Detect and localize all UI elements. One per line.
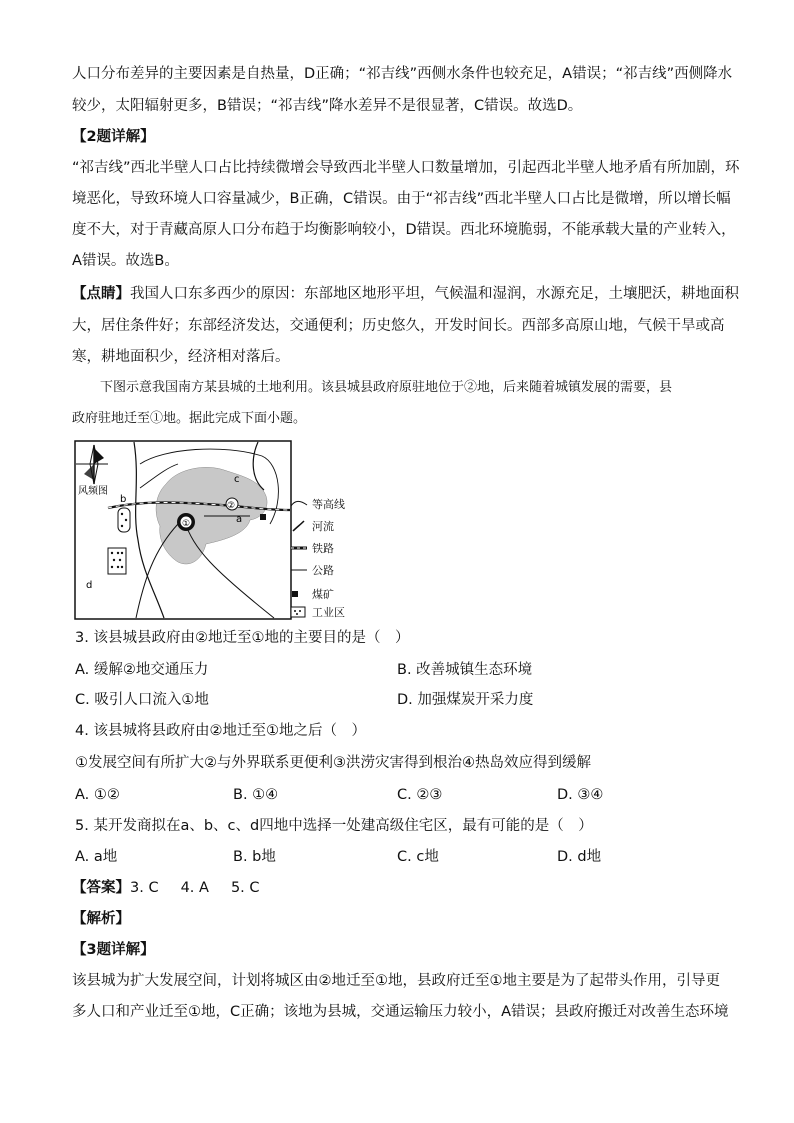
tip-heading: 【点睛】 xyxy=(72,286,130,302)
q3-option-b[interactable]: B. 改善城镇生态环境 xyxy=(397,662,533,678)
industrial-zone xyxy=(118,508,130,532)
q4-option-c[interactable]: C. ②③ xyxy=(397,787,443,803)
river-symbol-icon xyxy=(290,520,308,532)
answer-row xyxy=(72,878,282,898)
tip-text-line: 寒，耕地面积少，经济相对落后。 xyxy=(72,349,290,365)
q5-option-c[interactable]: C. c地 xyxy=(397,849,439,865)
analysis-text-line: “祁吉线”西北半壁人口占比持续微增会导致西北半壁人口数量增加，引起西北半壁人地矛盾有所加剧，环 xyxy=(72,160,740,176)
wind-rose-icon xyxy=(76,445,108,484)
question-intro-line: 下图示意我国南方某县城的土地利用。该县城县政府原驻地位于②地，后来随着城镇发展的需要，县 xyxy=(100,380,673,395)
q5-option-b[interactable]: B. b地 xyxy=(233,849,276,865)
q5-stem: 5. 某开发商拟在a、b、c、d四地中选择一处建高级住宅区，最有可能的是（ ） xyxy=(75,818,593,834)
industrial-zone xyxy=(108,548,126,574)
answer-heading: 【答案】 xyxy=(72,880,130,896)
legend-industrial xyxy=(290,604,345,620)
q3-option-c[interactable]: C. 吸引人口流入①地 xyxy=(75,692,209,708)
tip-line xyxy=(72,284,739,304)
analysis-heading: 【解析】 xyxy=(72,911,130,927)
q4-option-b[interactable]: B. ①④ xyxy=(233,787,279,803)
analysis-text-line: 多人口和产业迁至①地，C正确；该地为县城，交通运输压力较小，A错误；县政府搬迁对改善生态环境 xyxy=(72,1004,729,1020)
legend-coal xyxy=(290,586,334,602)
legend-road xyxy=(290,562,334,578)
q4-option-a[interactable]: A. ①② xyxy=(75,787,120,803)
place-label-d: d xyxy=(86,580,93,591)
road-symbol-icon xyxy=(290,564,308,576)
analysis-text-line: 较少，太阳辐射更多，B错误；“祁吉线”降水差异不是很显著，C错误。故选D。 xyxy=(72,98,583,114)
q4-option-d[interactable]: D. ③④ xyxy=(557,787,604,803)
contour-symbol-icon xyxy=(290,498,308,510)
map-legend xyxy=(290,490,390,620)
q3-option-d[interactable]: D. 加强煤炭开采力度 xyxy=(397,692,534,708)
industrial-symbol-icon xyxy=(290,606,308,618)
place-label-c: c xyxy=(234,474,240,485)
tip-text: 我国人口东多西少的原因：东部地区地形平坦，气候温和湿润，水源充足，土壤肥沃，耕地面积 xyxy=(130,286,739,302)
analysis-text-line: 人口分布差异的主要因素是自热量，D正确；“祁吉线”西侧水条件也较充足，A错误；“祁吉线”西侧降水 xyxy=(72,66,733,82)
answer-4: 4. A xyxy=(180,880,209,896)
legend-railway xyxy=(290,540,334,556)
wind-rose-label: 风频图 xyxy=(78,486,108,497)
analysis-text-line: 度不大，对于青藏高原人口分布趋于均衡影响较小，D错误。西北环境脆弱，不能承载大量的产业转入， xyxy=(72,222,736,238)
railway-symbol-icon xyxy=(290,542,308,554)
answer-3: 3. C xyxy=(130,880,159,896)
q3-detail-heading: 【3题详解】 xyxy=(72,942,155,958)
coal-mine-marker xyxy=(260,514,266,520)
analysis-text-line: A错误。故选B。 xyxy=(72,253,179,269)
place-label-b: b xyxy=(120,494,127,505)
q4-statements: ①发展空间有所扩大②与外界联系更便利③洪涝灾害得到根治④热岛效应得到缓解 xyxy=(75,755,591,771)
legend-railway-label: 铁路 xyxy=(312,542,334,555)
analysis-text-line: 境恶化，导致环境人口容量减少，B正确，C错误。由于“祁吉线”西北半壁人口占比是微增，所以增长幅 xyxy=(72,191,731,207)
land-use-map xyxy=(74,440,292,620)
analysis-text-line: 该县城为扩大发展空间，计划将城区由②地迁至①地，县政府迁至①地主要是为了起带头作用，引导更 xyxy=(72,973,720,989)
tip-text-line: 大，居住条件好；东部经济发达，交通便利；历史悠久，开发时间长。西部多高原山地，气候干旱或高 xyxy=(72,318,725,334)
legend-coal-label: 煤矿 xyxy=(312,588,334,601)
site-2-label: ② xyxy=(227,501,236,511)
legend-industrial-label: 工业区 xyxy=(312,606,345,619)
site-1-label: ① xyxy=(182,519,191,529)
place-label-a: a xyxy=(236,514,243,525)
q2-detail-heading: 【2题详解】 xyxy=(72,129,155,145)
legend-road-label: 公路 xyxy=(312,564,334,577)
legend-contour xyxy=(290,496,345,512)
legend-river-label: 河流 xyxy=(312,520,334,533)
legend-contour-label: 等高线 xyxy=(312,498,345,511)
coal-mine-symbol-icon xyxy=(290,588,308,600)
q5-option-a[interactable]: A. a地 xyxy=(75,849,118,865)
q5-option-d[interactable]: D. d地 xyxy=(557,849,602,865)
q3-option-a[interactable]: A. 缓解②地交通压力 xyxy=(75,662,209,678)
q3-stem: 3. 该县城县政府由②地迁至①地的主要目的是（ ） xyxy=(75,630,410,646)
question-intro-line: 政府驻地迁至①地。据此完成下面小题。 xyxy=(72,411,307,426)
q4-stem: 4. 该县城将县政府由②地迁至①地之后（ ） xyxy=(75,723,366,739)
answer-5: 5. C xyxy=(230,880,260,896)
legend-river xyxy=(290,518,334,534)
